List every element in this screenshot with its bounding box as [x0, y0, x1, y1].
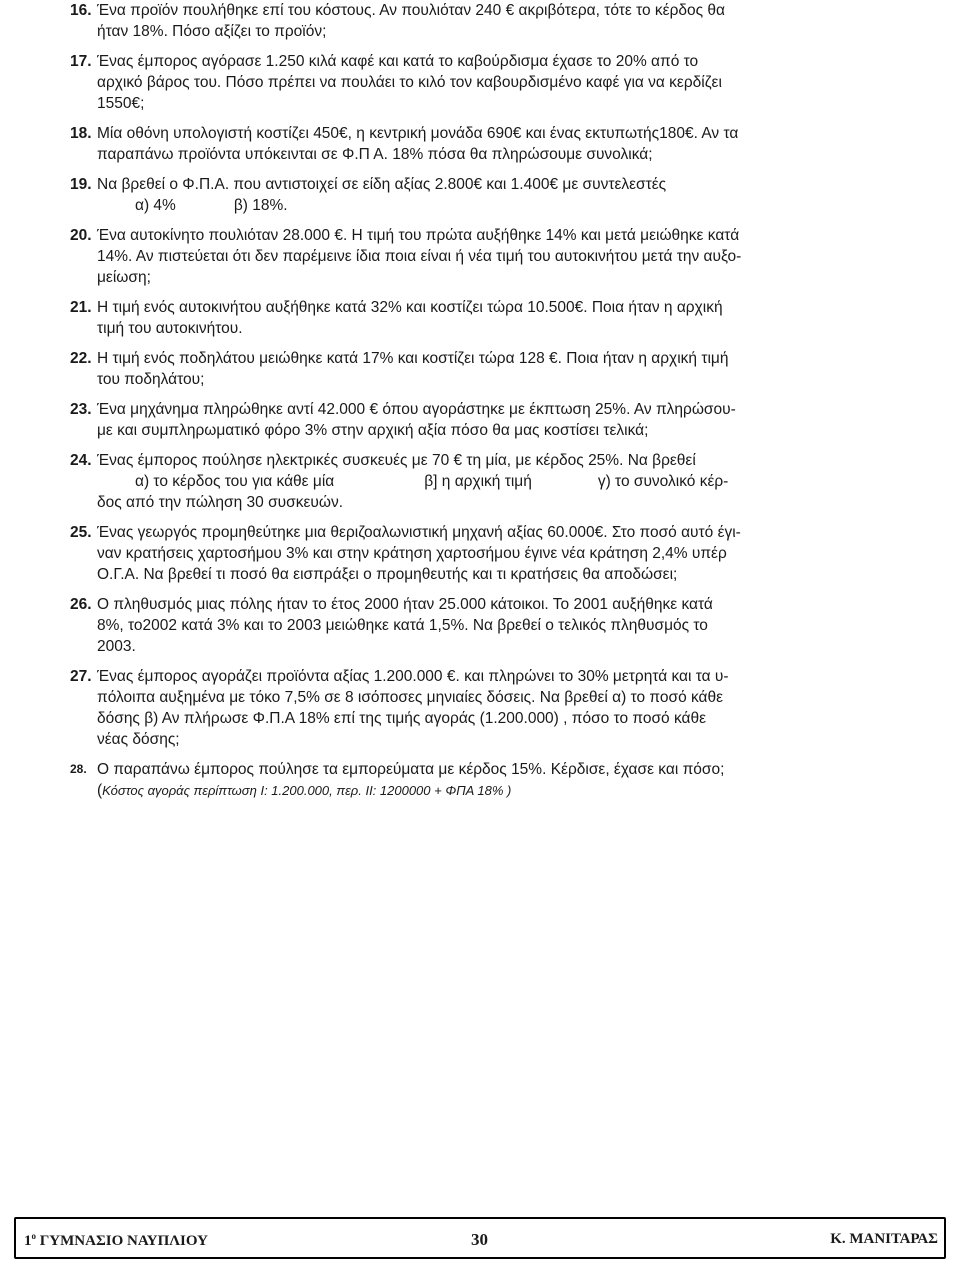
problem-21	[72, 297, 890, 339]
page-number: 30	[471, 1230, 488, 1249]
problem-text: Ο πληθυσμός μιας πόλης ήταν το έτος 2000 ήταν 25.000 κάτοικοι. Το 2001 αυξήθηκε κατά	[97, 596, 713, 613]
problem-text: Ο παραπάνω έμπορος πούλησε τα εμπορεύματα με κέρδος 15%. Κέρδισε, έχασε και πόσο;	[97, 761, 725, 778]
option-a: α) 4%	[135, 197, 176, 214]
problem-text: δος από την πώληση 30 συσκευών.	[97, 494, 344, 511]
problem-list	[72, 0, 890, 810]
problem-number: 21.	[70, 299, 92, 316]
problem-text: του ποδηλάτου;	[97, 371, 205, 388]
problem-17	[72, 51, 890, 114]
problem-text: Ένα αυτοκίνητο πουλιόταν 28.000 €. Η τιμή του πρώτα αυξήθηκε 14% και μετά μειώθηκε κατά	[97, 227, 740, 244]
problem-number: 16.	[70, 2, 92, 19]
problem-number: 24.	[70, 452, 92, 469]
problem-text: ναν κρατήσεις χαρτοσήμου 3% και στην κράτηση χαρτοσήμου έγινε νέα κράτηση 2,4% υπέρ	[97, 545, 727, 562]
problem-23	[72, 399, 890, 441]
school-name	[24, 1231, 208, 1250]
page-footer	[14, 1217, 946, 1259]
problem-number: 27.	[70, 668, 92, 685]
subpart-b: β] η αρχική τιμή	[424, 473, 532, 490]
problem-text: Να βρεθεί ο Φ.Π.Α. που αντιστοιχεί σε είδη αξίας 2.800€ και 1.400€ με συντελεστές	[97, 176, 667, 193]
problem-24	[72, 450, 890, 513]
problem-18	[72, 123, 890, 165]
problem-text: νέας δόσης;	[97, 731, 180, 748]
note-paren: (	[97, 782, 103, 799]
problem-text: τιμή του αυτοκινήτου.	[97, 320, 243, 337]
author-name: Κ. ΜΑΝΙΤΑΡΑΣ	[830, 1231, 938, 1247]
problem-text: Η τιμή ενός ποδηλάτου μειώθηκε κατά 17% και κοστίζει τώρα 128 €. Ποια ήταν η αρχική τιμή	[97, 350, 729, 367]
problem-16	[72, 0, 890, 42]
problem-text: δόσης β) Αν πλήρωσε Φ.Π.Α 18% επί της τιμής αγοράς (1.200.000) , πόσο το ποσό κάθε	[97, 710, 707, 727]
problem-text: Ένα προϊόν πουλήθηκε επί του κόστους. Αν πουλιόταν 240 € ακριβότερα, τότε το κέρδος θα	[97, 2, 725, 19]
school-number: 1	[24, 1233, 32, 1249]
problem-text: Ένα μηχάνημα πληρώθηκε αντί 42.000 € όπου αγοράστηκε με έκπτωση 25%. Αν πληρώσου-	[97, 401, 736, 418]
problem-27	[72, 666, 890, 750]
problem-number: 18.	[70, 125, 92, 142]
problem-26	[72, 594, 890, 657]
problem-text: πόλοιπα αυξημένα με τόκο 7,5% σε 8 ισόποσες μηνιαίες δόσεις. Να βρεθεί α) το ποσό κάθε	[97, 689, 724, 706]
note-text: Κόστος αγοράς περίπτωση Ι: 1.200.000, περ. ΙΙ: 1200000 + ΦΠΑ 18% )	[102, 783, 512, 798]
problem-number: 20.	[70, 227, 92, 244]
problem-text: 14%. Αν πιστεύεται ότι δεν παρέμεινε ίδια ποια είναι ή νέα τιμή του αυτοκινήτου μετά την αυξο-	[97, 248, 742, 265]
problem-number: 26.	[70, 596, 92, 613]
problem-options	[97, 195, 890, 216]
problem-text: Μία οθόνη υπολογιστή κοστίζει 450€, η κεντρική μονάδα 690€ και ένας εκτυπωτής180€. Αν τα	[97, 125, 739, 142]
problem-number: 23.	[70, 401, 92, 418]
problem-text: με και συμπληρωματικό φόρο 3% στην αρχική αξία πόσο θα μας κοστίσει τελικά;	[97, 422, 649, 439]
problem-25	[72, 522, 890, 585]
problem-text: 2003.	[97, 638, 136, 655]
problem-text: μείωση;	[97, 269, 151, 286]
problem-text: ήταν 18%. Πόσο αξίζει το προϊόν;	[97, 23, 327, 40]
problem-22	[72, 348, 890, 390]
problem-text: Ένας έμπορος αγοράζει προϊόντα αξίας 1.200.000 €. και πληρώνει το 30% μετρητά και τα υ-	[97, 668, 729, 685]
problem-number: 25.	[70, 524, 92, 541]
problem-text: 1550€;	[97, 95, 145, 112]
ordinal-suffix: ο	[31, 1231, 36, 1241]
problem-text: 8%, το2002 κατά 3% και το 2003 μειώθηκε κατά 1,5%. Να βρεθεί ο τελικός πληθυσμός το	[97, 617, 708, 634]
problem-number: 19.	[70, 176, 92, 193]
subpart-a: α) το κέρδος του για κάθε μία	[135, 473, 335, 490]
problem-text: Ένας έμπορος αγόρασε 1.250 κιλά καφέ και κατά το καβούρδισμα έχασε το 20% από το	[97, 53, 699, 70]
problem-20	[72, 225, 890, 288]
problem-text: παραπάνω προϊόντα υπόκεινται σε Φ.Π Α. 18% πόσα θα πληρώσουμε συνολικά;	[97, 146, 653, 163]
problem-number: 17.	[70, 53, 92, 70]
problem-number: 28.	[70, 762, 87, 776]
problem-text: Ο.Γ.Α. Να βρεθεί τι ποσό θα εισπράξει ο προμηθευτής και τι κρατήσεις θα αποδώσει;	[97, 566, 678, 583]
problem-text: αρχικό βάρος του. Πόσο πρέπει να πουλάει το κιλό τον καβουρδισμένο καφέ για να κερδίζει	[97, 74, 722, 91]
option-b: β) 18%.	[233, 197, 288, 214]
subpart-c: γ) το συνολικό κέρ-	[597, 473, 729, 490]
school-label: ΓΥΜΝΑΣΙΟ ΝΑΥΠΛΙΟΥ	[36, 1233, 208, 1249]
problem-text: Η τιμή ενός αυτοκινήτου αυξήθηκε κατά 32% και κοστίζει τώρα 10.500€. Ποια ήταν η αρχική	[97, 299, 723, 316]
problem-28	[72, 759, 890, 801]
problem-text: Ένας έμπορος πούλησε ηλεκτρικές συσκευές με 70 € τη μία, με κέρδος 25%. Να βρεθεί	[97, 452, 696, 469]
problem-number: 22.	[70, 350, 92, 367]
problem-note	[97, 780, 890, 801]
problem-19	[72, 174, 890, 216]
problem-text: Ένας γεωργός προμηθεύτηκε μια θεριζοαλωνιστική μηχανή αξίας 60.000€. Στο ποσό αυτό έγι-	[97, 524, 741, 541]
problem-subparts	[97, 471, 890, 492]
